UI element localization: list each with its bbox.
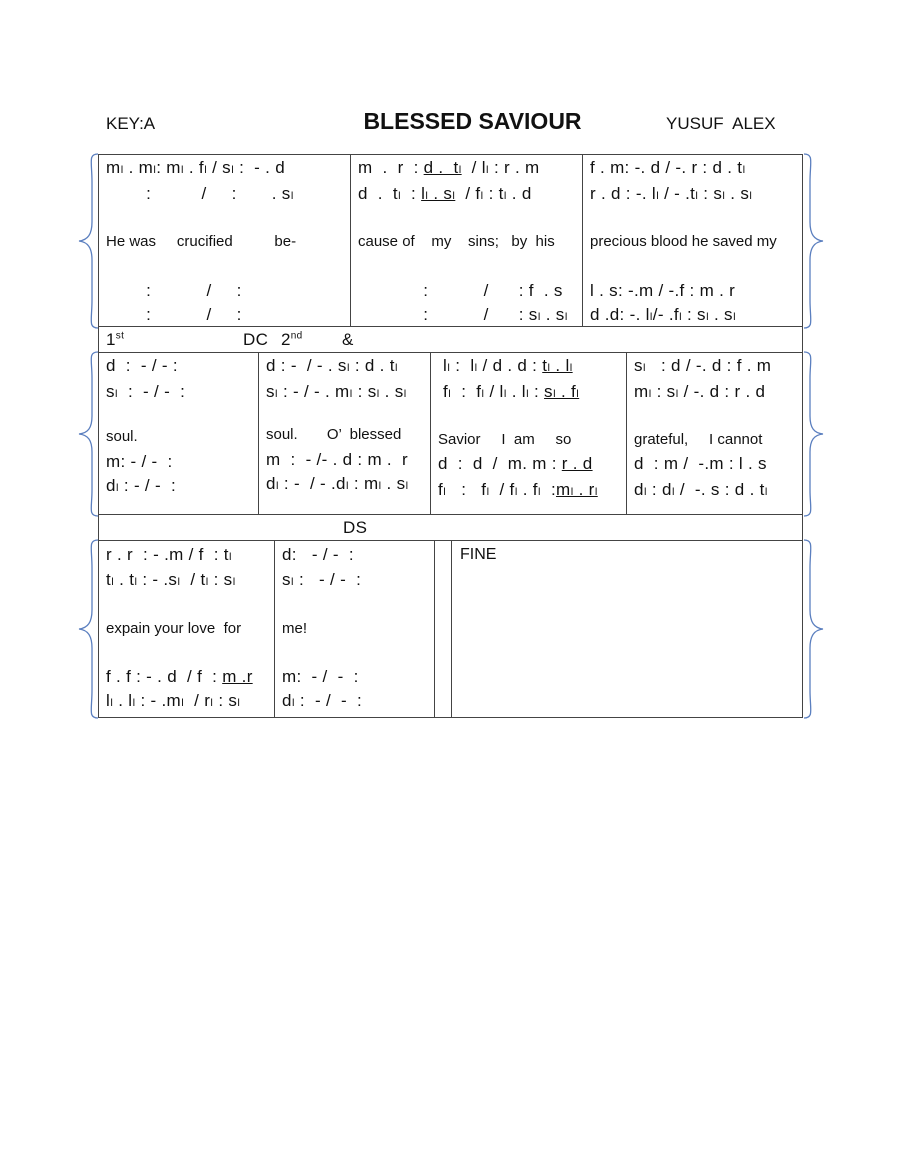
s2-bar3-bass (438, 480, 598, 500)
s3-bar2-lyric: me! (282, 620, 308, 637)
system3-barline-2 (434, 540, 435, 718)
s1-bar3-alto: r . d : -. lₗ / - .tₗ : sₗ . sₗ (590, 184, 753, 203)
s2-bar2-lyric: soul. O’ blessed (266, 426, 402, 443)
s2-bar4-bass: dₗ : dₗ / -. s : d . tₗ (634, 480, 768, 499)
system3-barline-1 (274, 540, 275, 718)
s2-bar3-bass-underlined: mₗ . rₗ (555, 480, 598, 499)
s1-bar3-lyric: precious blood he saved my (590, 233, 777, 250)
key-signature: KEY:A (106, 114, 156, 133)
song-title: BLESSED SAVIOUR (363, 108, 582, 134)
segno-ampersand: & (342, 330, 354, 349)
composer-name: YUSUF ALEX (666, 114, 776, 133)
s2-bar3-tenor-a: d : d / m. m : (438, 454, 562, 473)
s2-bar1-lyric: soul. (106, 428, 138, 445)
s1-bar1-soprano: mₗ . mₗ: mₗ . fₗ / sₗ : - . d (106, 158, 285, 177)
s1-bar1-bass: : / : (106, 305, 242, 324)
second-ending-mark (281, 330, 303, 350)
s1-bar1-alto: : / : . sₗ (106, 184, 294, 203)
s3-bar2-soprano: d: - / - : (282, 545, 354, 564)
system2-barline-3 (626, 352, 627, 514)
s1-bar3-bass: d .d: -. lₗ/- .fₗ : sₗ . sₗ (590, 305, 736, 324)
right-brace-system3 (802, 538, 826, 720)
s2-bar1-tenor: m: - / - : (106, 452, 173, 471)
s2-bar4-lyric: grateful, I cannot (634, 431, 763, 448)
s3-bar2-alto: sₗ : - / - : (282, 570, 362, 589)
s2-bar3-alto (438, 382, 579, 402)
s1-bar1-lyric: He was crucified be- (106, 233, 297, 250)
s3-bar2-bass: dₗ : - / - : (282, 691, 363, 710)
s2-bar3-lyric: Savior I am so (438, 431, 572, 448)
s1-bar2-alto-underlined: lₗ . sₗ (421, 184, 456, 203)
right-brace-system1 (802, 152, 826, 330)
s2-bar1-bass: dₗ : - / - : (106, 476, 177, 495)
s3-bar1-bass: lₗ . lₗ : - .mₗ / rₗ : sₗ (106, 691, 241, 710)
s3-bar2-tenor: m: - / - : (282, 667, 359, 686)
s2-bar3-alto-a: fₗ : fₗ / lₗ . lₗ : (438, 382, 545, 401)
left-brace-system3 (76, 538, 100, 720)
system2-barline-2 (430, 352, 431, 514)
dc-mark: DC (243, 330, 269, 349)
s1-bar2-lyric: cause of my sins; by his (358, 233, 555, 250)
s1-bar2-alto-a: d . tₗ : (358, 184, 422, 203)
s2-bar3-bass-a: fₗ : fₗ / fₗ . fₗ : (438, 480, 556, 499)
s2-bar3-tenor (438, 454, 593, 474)
left-brace-system2 (76, 350, 100, 518)
first-ending-suffix: st (115, 330, 125, 342)
system2-barline-1 (258, 352, 259, 514)
marks-divider (98, 352, 803, 353)
s3-bar1-lyric: expain your love for (106, 620, 242, 637)
s1-bar2-alto-b: / fₗ : tₗ . d (455, 184, 532, 203)
s3-bar1-alto: tₗ . tₗ : - .sₗ / tₗ : sₗ (106, 570, 236, 589)
s3-bar1-tenor (106, 667, 253, 687)
left-brace-system1 (76, 152, 100, 330)
s1-bar2-tenor: : / : f . s (358, 281, 563, 300)
s2-bar2-tenor: m : - /- . d : m . r (266, 450, 408, 469)
s2-bar1-soprano: d : - / - : (106, 356, 178, 375)
second-ending-suffix: nd (290, 330, 303, 342)
first-ending-mark (106, 330, 124, 350)
s3-bar1-tenor-a: f . f : - . d / f : (106, 667, 223, 686)
s2-bar2-alto: sₗ : - / - . mₗ : sₗ . sₗ (266, 382, 407, 401)
s2-bar1-alto: sₗ : - / - : (106, 382, 186, 401)
s2-bar4-tenor: d : m / -.m : l . s (634, 454, 767, 473)
s1-bar2-bass: : / : sₗ . sₗ (358, 305, 568, 324)
s1-bar2-soprano-b: / lₗ : r . m (461, 158, 540, 177)
s2-bar4-soprano: sₗ : d / -. d : f . m (634, 356, 772, 375)
s2-bar3-soprano (438, 356, 573, 376)
s1-bar2-soprano-underlined: d . tₗ (423, 158, 462, 177)
right-brace-system2 (802, 350, 826, 518)
s2-bar3-alto-underlined: sₗ . fₗ (544, 382, 580, 401)
s2-bar2-soprano: d : - / - . sₗ : d . tₗ (266, 356, 398, 375)
system2-divider (98, 514, 803, 515)
s2-bar3-tenor-underlined: r . d (561, 454, 593, 473)
s2-bar2-bass: dₗ : - / - .dₗ : mₗ . sₗ (266, 474, 409, 493)
ds-mark: DS (343, 518, 368, 537)
s1-bar2-soprano-a: m . r : (358, 158, 424, 177)
system1-barline-1 (350, 154, 351, 326)
s1-bar3-tenor: l . s: -.m / -.f : m . r (590, 281, 736, 300)
s2-bar4-alto: mₗ : sₗ / -. d : r . d (634, 382, 766, 401)
s1-bar3-soprano: f . m: -. d / -. r : d . tₗ (590, 158, 746, 177)
s3-bar1-tenor-underlined: m .r (222, 667, 253, 686)
system1-divider (98, 326, 803, 327)
first-ending-number: 1 (106, 330, 116, 349)
s1-bar2-alto (358, 184, 532, 204)
system1-barline-2 (582, 154, 583, 326)
s2-bar3-soprano-underlined: tₗ . lₗ (542, 356, 573, 375)
s1-bar2-soprano (358, 158, 540, 178)
fine-mark: FINE (460, 546, 497, 563)
s1-bar1-tenor: : / : (106, 281, 242, 300)
s2-bar3-soprano-a: lₗ : lₗ / d . d : (438, 356, 543, 375)
s3-bar1-soprano: r . r : - .m / f : tₗ (106, 545, 232, 564)
system3-barline-3 (451, 540, 452, 718)
second-ending-number: 2 (281, 330, 291, 349)
